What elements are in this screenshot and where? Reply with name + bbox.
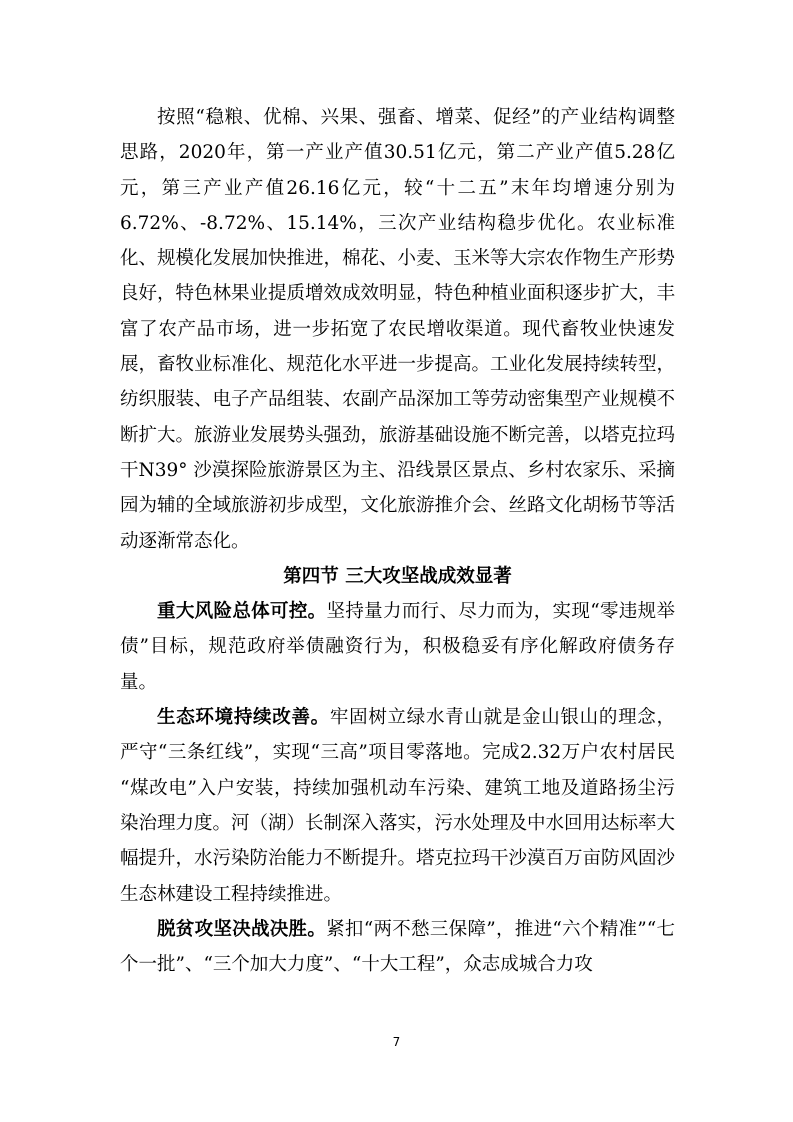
paragraph-major-risks [120, 594, 675, 700]
document-body [120, 100, 675, 982]
paragraph-industry-structure: 按照“稳粮、优棉、兴果、强畜、增菜、促经”的产业结构调整思路，2020年，第一产业产值30.51亿元，第二产业产值5.28亿元，第三产业产值26.16亿元，较“十二五”末年均增速分别为6.72%、-8.72%、15.14%，三次产业结构稳步优化。农业标准化、规模化发展加快推进，棉花、小麦、玉米等大宗农作物生产形势良好，特色林果业提质增效成效明显，特色种植业面积逐步扩大，丰富了农产品市场，进一步拓宽了农民增收渠道。现代畜牧业快速发展，畜牧业标准化、规范化水平进一步提高。工业化发展持续转型，纺织服装、电子产品组装、农副产品深加工等劳动密集型产业规模不断扩大。旅游业发展势头强劲，旅游基础设施不断完善，以塔克拉玛干N39° 沙漠探险旅游景区为主、沿线景区景点、乡村农家乐、采摘园为辅的全域旅游初步成型，文化旅游推介会、丝路文化胡杨节等活动逐渐常态化。 [120, 107, 676, 552]
paragraph-text-major-risks: 坚持量力而行、尽力而为，实现“零违规举债”目标，规范政府举债融资行为，积极稳妥有序化解政府债务存量。 [120, 601, 675, 693]
paragraph-ecology [120, 700, 675, 912]
paragraph-lead-ecology: 生态环境持续改善。 [157, 707, 330, 729]
paragraph-lead-poverty: 脱贫攻坚决战决胜。 [157, 918, 327, 940]
page-number: 7 [392, 1035, 401, 1049]
paragraph-text-poverty: 紧扣“两不愁三保障”，推进“六个精准”“七个一批”、“三个加大力度”、“十大工程”，众志成城合力攻 [120, 918, 675, 976]
section-heading: 第四节 三大攻坚战成效显著 [283, 565, 512, 587]
paragraph-text-ecology: 牢固树立绿水青山就是金山银山的理念，严守“三条红线”，实现“三高”项目零落地。完成2.32万户农村居民 “煤改电”入户安装，持续加强机动车污染、建筑工地及道路扬尘污 染治理力度。河（湖）长制深入落实，污水处理及中水回用达标率大 幅提升，水污染防治能力不断提升。塔克拉玛干沙漠百万亩防风固沙生态林建设工程持续推进。 [120, 707, 676, 905]
paragraph-lead-major-risks: 重大风险总体可控。 [157, 601, 327, 623]
paragraph-poverty [120, 912, 675, 983]
